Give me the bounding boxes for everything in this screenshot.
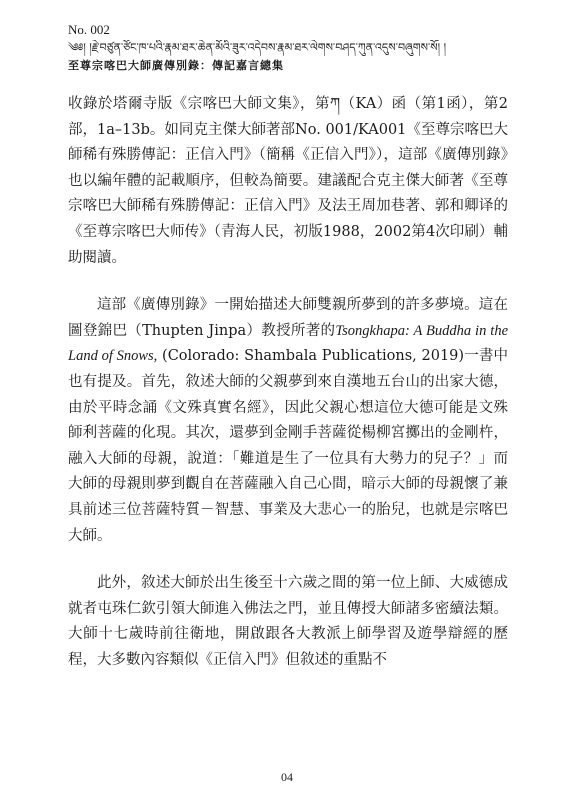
paragraph-text: 這部《廣傳別錄》一開始描述大師雙親所夢到的許多夢境。這在圖登錦巴（Thupten Jinpa）教授所著的 [68,297,508,339]
paragraph-text: (Colorado: Shambala Publications, 2019)一書中也有提及。首先，敘述大師的父親夢到來自漢地五台山的出家大德，由於平時念誦《文殊真實名經》，因此父親心想這位大德可能是文殊師利菩薩的化現。其次，還夢到金剛手菩薩從楊柳宮擲出的金剛杵，融入大師的母親，說道：「難道是生了一位具有大勢力的兒子？」而大師的母親則夢到觀自在菩薩融入自己心間，暗示大師的母親懷了兼具前述三位菩薩特質－智慧、事業及大悲心一的胎兒，也就是宗喀巴大師。 [68,348,508,544]
paragraph-3 [68,571,508,673]
document-number: No. 002 [68,22,110,37]
tibetan-title: ༄༅། །རྗེ་བཙུན་ཙོང་ཁ་པའི་རྣམ་ཐར་ཆེན་མོའི་ཟུར་འདེབས་རྣམ་ཐར་ལེགས་བཤད་ཀུན་འདུས་བཞུགས་སོ། ། [68,41,447,54]
paragraph-2 [68,293,508,549]
chinese-title: 至尊宗喀巴大師廣傳別錄：傳記嘉言總集 [68,59,284,72]
paragraph-1 [68,92,508,271]
paragraph-text: 此外，敘述大師於出生後至十六歲之間的第一位上師、大威德成就者屯珠仁欽引領大師進入佛法之門，並且傳授大師諸多密續法類。大師十七歲時前往衛地，開啟跟各大教派上師學習及遊學辯經的歷程，大多數內容類似《正信入門》但敘述的重點不 [68,575,508,668]
book-title-italic: Tsongkhapa: A Buddha in the Land of Snows, [68,322,509,365]
paragraph-text: 收錄於塔爾寺版《宗喀巴大師文集》，第ཀ（KA）函（第1函），第2部，1a–13b。如同克主傑大師著部No. 001/KA001《至尊宗喀巴大師稀有殊勝傳記：正信入門》（簡稱《正信入門》），這部《廣傳別錄》也以編年體的記載順序，但較為簡要。建議配合克主傑大師著《至尊宗喀巴大師稀有殊勝傳記：正信入門》及法王周加巷著、郭和卿译的《至尊宗喀巴大师传》（青海人民，初版1988，2002第4次印刷）輔助閱讀。 [68,96,508,266]
body-text [68,92,508,695]
page-header [68,22,508,74]
page-number: 04 [281,770,293,784]
